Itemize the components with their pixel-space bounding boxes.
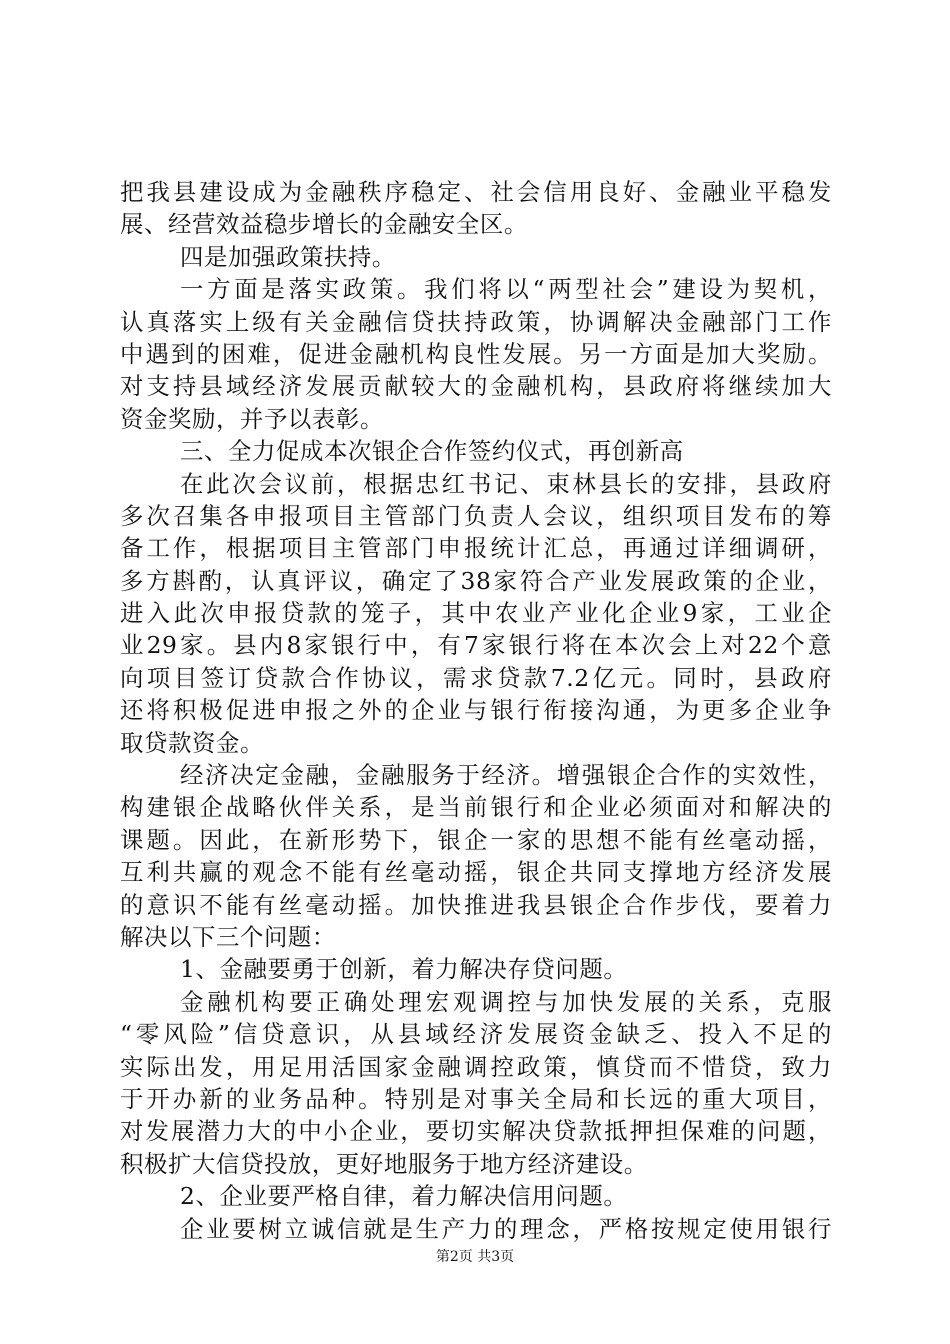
text-line: 经济决定金融，金融服务于经济。增强银企合作的实效性， — [180, 761, 832, 790]
text-line: 积极扩大信贷投放，更好地服务于地方经济建设。 — [120, 1149, 648, 1178]
text-line: 构建银企战略伙伴关系，是当前银行和企业必须面对和解决的 — [120, 793, 832, 822]
document-body — [120, 176, 832, 1245]
text-line: 课题。因此，在新形势下，银企一家的思想不能有丝毫动摇， — [120, 825, 832, 854]
text-line: 业29家。县内8家银行中，有7家银行将在本次会上对22个意 — [120, 631, 832, 660]
text-line: “零风险”信贷意识，从县域经济发展资金缺乏、投入不足的 — [120, 1020, 832, 1049]
text-line: 资金奖励，并予以表彰。 — [120, 404, 384, 433]
text-line: 认真落实上级有关金融信贷扶持政策，协调解决金融部门工作 — [120, 307, 832, 336]
text-line: 多次召集各申报项目主管部门负责人会议，组织项目发布的筹 — [120, 501, 832, 530]
text-line: 展、经营效益稳步增长的金融安全区。 — [120, 210, 528, 239]
text-line: 在此次会议前，根据忠红书记、束林县长的安排，县政府 — [180, 469, 832, 498]
text-line: 进入此次申报贷款的笼子，其中农业产业化企业9家，工业企 — [120, 599, 832, 628]
page-footer: 第2页 共3页 — [435, 1249, 515, 1265]
text-line: 向项目签订贷款合作协议，需求贷款7.2亿元。同时，县政府 — [120, 663, 832, 692]
text-line: 一方面是落实政策。我们将以“两型社会”建设为契机， — [180, 275, 832, 304]
text-line: 备工作，根据项目主管部门申报统计汇总，再通过详细调研， — [120, 534, 832, 563]
text-line: 三、全力促成本次银企合作签约仪式，再创新高 — [180, 437, 684, 466]
text-line: 多方斟酌，认真评议，确定了38家符合产业发展政策的企业， — [120, 566, 832, 595]
text-line: 的意识不能有丝毫动摇。加快推进我县银企合作步伐，要着力 — [120, 890, 832, 919]
text-line: 1、金融要勇于创新，着力解决存贷问题。 — [180, 955, 628, 984]
text-line: 于开办新的业务品种。特别是对事关全局和长远的重大项目， — [120, 1084, 832, 1113]
text-line: 实际出发，用足用活国家金融调控政策，慎贷而不惜贷，致力 — [120, 1052, 832, 1081]
text-line: 四是加强政策扶持。 — [180, 242, 396, 271]
text-line: 金融机构要正确处理宏观调控与加快发展的关系，克服 — [180, 987, 832, 1016]
text-line: 解决以下三个问题： — [120, 922, 336, 951]
text-line: 中遇到的困难，促进金融机构良性发展。另一方面是加大奖励。 — [120, 339, 832, 368]
text-line: 把我县建设成为金融秩序稳定、社会信用良好、金融业平稳发 — [120, 178, 832, 206]
text-line: 企业要树立诚信就是生产力的理念，严格按规定使用银行 — [180, 1214, 832, 1243]
text-line: 对支持县域经济发展贡献较大的金融机构，县政府将继续加大 — [120, 372, 832, 401]
text-line: 2、企业要严格自律，着力解决信用问题。 — [180, 1182, 628, 1211]
text-line: 取贷款资金。 — [120, 728, 264, 757]
text-line: 还将积极促进申报之外的企业与银行衔接沟通，为更多企业争 — [120, 696, 832, 725]
text-line: 互利共赢的观念不能有丝毫动摇，银企共同支撑地方经济发展 — [120, 858, 832, 887]
text-line: 对发展潜力大的中小企业，要切实解决贷款抵押担保难的问题， — [120, 1117, 832, 1146]
